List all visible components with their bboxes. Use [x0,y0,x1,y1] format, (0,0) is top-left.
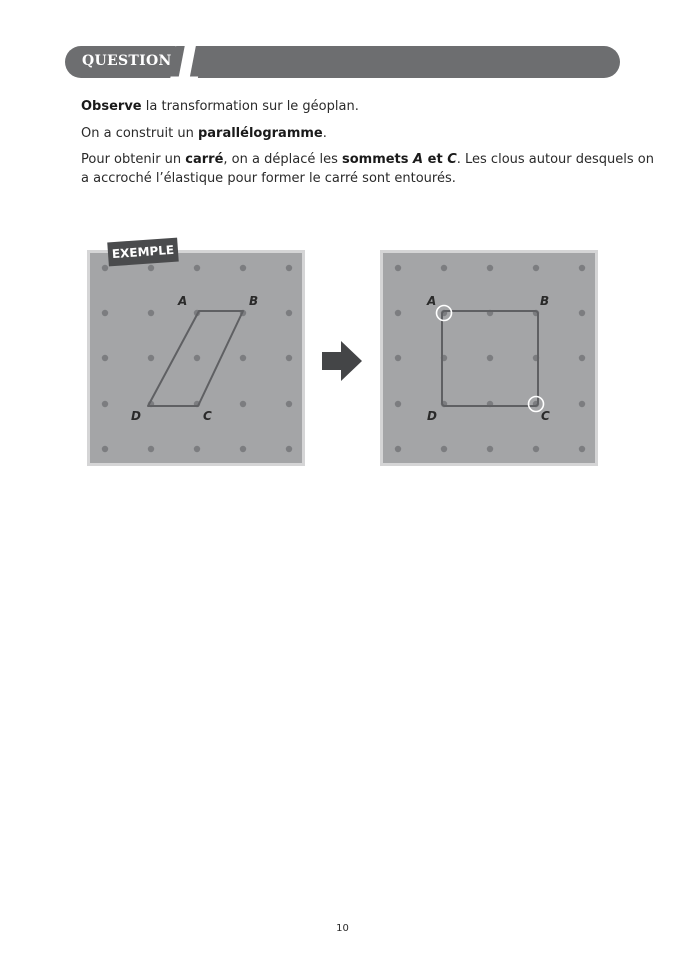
vertex-label-c-before: C [203,409,212,423]
geoplan-before [87,250,305,466]
example-tag: EXEMPLE [107,238,179,267]
question-number: 1 [166,25,208,95]
vertex-label-d-after: D [427,409,437,423]
transformation-arrow-icon [322,341,362,381]
instruction-line-3: Pour obtenir un carré, on a déplacé les sommets A et C. Les clous autour desquels on [81,152,654,167]
instruction-line-2: On a construit un parallélogramme. [81,126,327,141]
instruction-line-4: a accroché l’élastique pour former le carré sont entourés. [81,171,456,186]
vertex-label-b-before: B [249,294,259,308]
vertex-label-a-before: A [178,294,188,308]
peg-grid [395,265,585,452]
geoplan-after [380,250,598,466]
instruction-line-1: Observe la transformation sur le géoplan. [81,99,359,114]
geoplan-before-drawing [90,253,302,463]
geoplan-after-drawing [383,253,595,463]
vertex-label-b-after: B [540,294,550,308]
vertex-label-a-after: A [427,294,437,308]
vertex-label-d-before: D [131,409,141,423]
question-label: QUESTION [82,53,172,69]
vertex-label-c-after: C [541,409,550,423]
page-number: 10 [336,923,349,934]
peg-grid [102,265,292,452]
